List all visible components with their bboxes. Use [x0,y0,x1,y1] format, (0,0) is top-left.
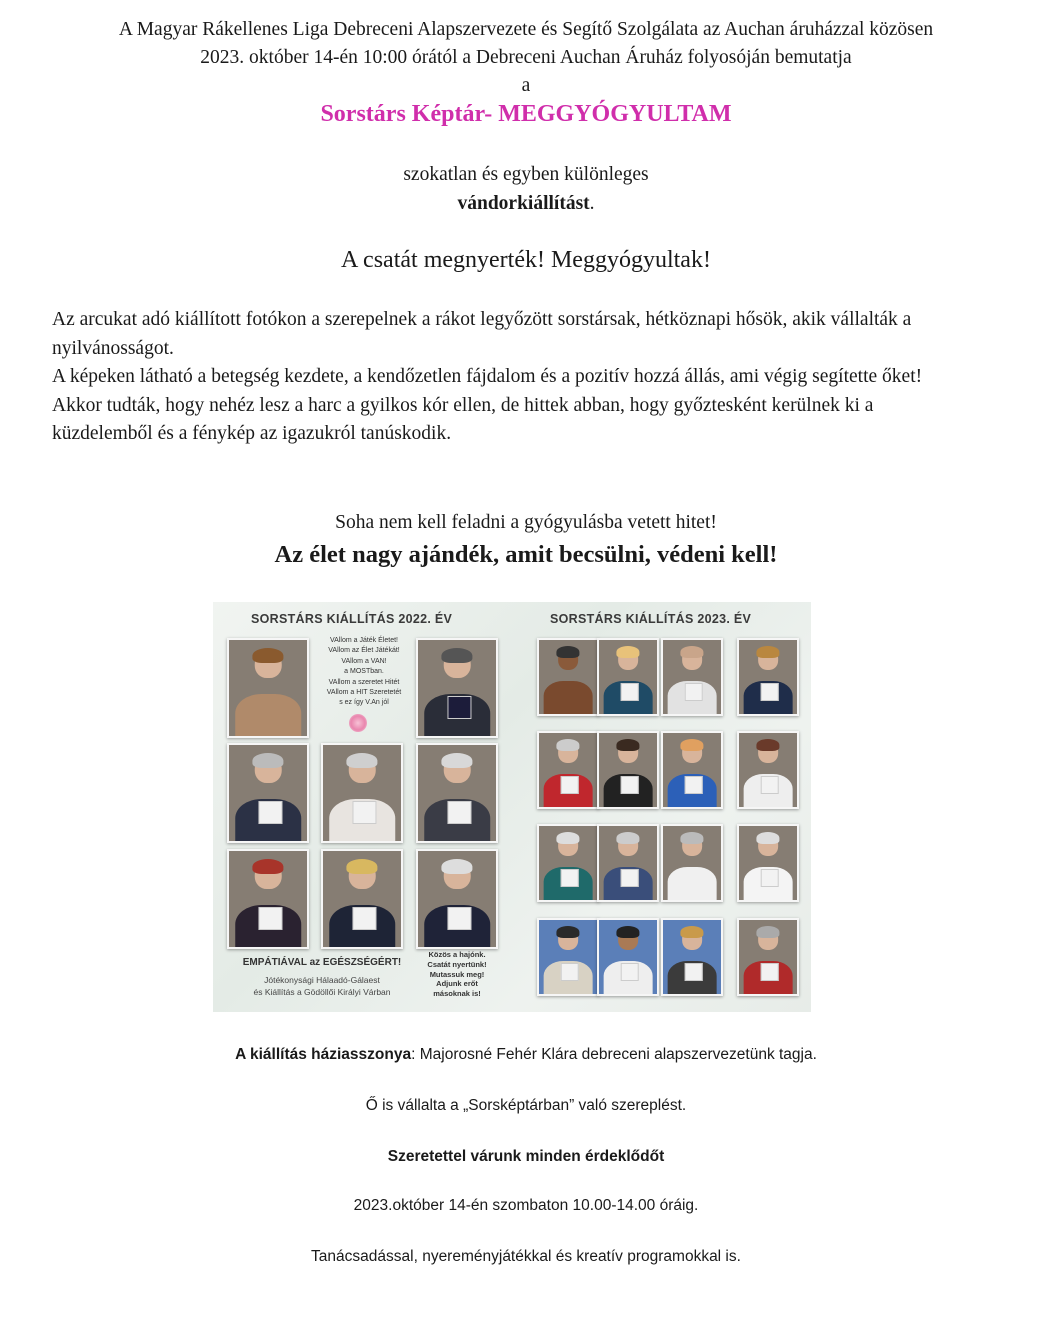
portrait-photo [737,638,799,716]
empathy-title: EMPÁTIÁVAL az EGÉSZSÉGÉRT! [242,957,402,968]
host-info [0,1046,1052,1064]
portrait-photo [227,743,309,843]
portrait-photo [416,638,498,738]
portrait-photo [537,918,599,996]
quote-line-1: Soha nem kell feladni a gyógyulásba vetett hitet! [335,512,717,533]
exhibition-collage-image [213,602,811,1012]
host-label: A kiállítás háziasszonya [235,1046,412,1063]
collage-title-2023: SORSTÁRS KIÁLLÍTÁS 2023. ÉV [550,612,752,626]
poem-line: VAllom a HIT Szeretetét [326,689,402,697]
portrait-photo [321,849,403,949]
gala-line: és Kiállítás a Gödöllői Királyi Várban [253,987,391,997]
portrait-photo [537,824,599,902]
collage-title-2022: SORSTÁRS KIÁLLÍTÁS 2022. ÉV [251,612,453,626]
portrait-photo [597,824,659,902]
motto-line: Mutassuk meg! [429,969,485,979]
portrait-photo [661,731,723,809]
poem-line: VAllom a szeretet Hitét [328,678,400,686]
portrait-photo [416,743,498,843]
poem-line: VAllom a VAN! [341,657,387,665]
portrait-photo [537,731,599,809]
portrait-photo [597,638,659,716]
motto-line: Csatát nyertünk! [427,959,487,969]
portrait-photo [416,849,498,949]
intro-line-3: a [521,75,531,96]
portrait-photo [661,638,723,716]
empathy-caption [227,957,417,998]
portrait-photo [537,638,599,716]
poem-line: VAllom az Élet Játékát! [328,647,400,655]
motto-line: Közös a hajónk. [428,950,486,959]
program-info: Tanácsadással, nyereményjátékkal és kreatív programokkal is. [311,1248,741,1265]
gala-text [227,974,417,998]
host-text: : Majorosné Fehér Klára debreceni alapszervezetünk tagja. [411,1046,817,1063]
gala-line: Jótékonysági Hálaadó-Gálaest [264,975,380,985]
intro-text [0,16,1052,100]
host-participation: Ő is vállalta a „Sorsképtárban” való szereplést. [365,1097,687,1114]
portrait-photo [597,731,659,809]
motto-line: másoknak is! [433,989,481,999]
exhibition-title: Sorstárs Képtár- MEGGYÓGYULTAM [320,101,732,127]
quote-line-2: Az élet nagy ajándék, amit becsülni, védeni kell! [274,541,778,568]
rose-icon [349,714,367,732]
welcome-text: Szeretettel várunk minden érdeklődőt [387,1148,665,1165]
poem-line: a MOSTban. [344,668,384,676]
paragraph: A képeken látható a betegség kezdete, a kendőzetlen fájdalom és a pozitív hozzá állás, ami végig segítette őket! [52,366,923,387]
event-date: 2023.október 14-én szombaton 10.00-14.00 óráig. [353,1197,699,1214]
exhibition-subtitle [0,160,1052,218]
portrait-photo [737,824,799,902]
motto-line: Adjunk erőt [436,979,478,989]
poem-line: s ez így V.An jól [339,699,389,707]
portrait-photo [661,918,723,996]
portrait-photo [661,824,723,902]
portrait-photo [737,918,799,996]
description [52,306,957,449]
poem-line: VAllom a Játék Életet! [330,637,398,644]
portrait-photo [597,918,659,996]
subtitle-line-2 [0,189,1052,218]
portrait-photo [227,638,309,738]
intro-line-2: 2023. október 14-én 10:00 órától a Debreceni Auchan Áruház folyosóján bemutatja [200,47,852,68]
motto-caption [419,950,495,999]
headline: A csatát megnyerték! Meggyógyultak! [341,247,711,273]
paragraph: Az arcukat adó kiállított fotókon a szerepelnek a rákot legyőzött sorstársak, hétköznapi hősök, akik vállalták a nyilvánosságot. [52,309,912,359]
portrait-photo [227,849,309,949]
portrait-photo [321,743,403,843]
subtitle-end: . [589,193,595,214]
subtitle-line-1: szokatlan és egyben különleges [403,164,649,185]
subtitle-bold: vándorkiállítást [457,193,590,214]
portrait-photo [737,731,799,809]
paragraph: Akkor tudták, hogy nehéz lesz a harc a gyilkos kór ellen, de hittek abban, hogy győztesként kerülnek ki a küzdelemből és a fénykép az igazukról tanúskodik. [52,394,874,444]
intro-line-1: A Magyar Rákellenes Liga Debreceni Alapszervezete és Segítő Szolgálata az Auchan áruházzal közösen [118,19,934,40]
collage-poem [319,636,409,709]
